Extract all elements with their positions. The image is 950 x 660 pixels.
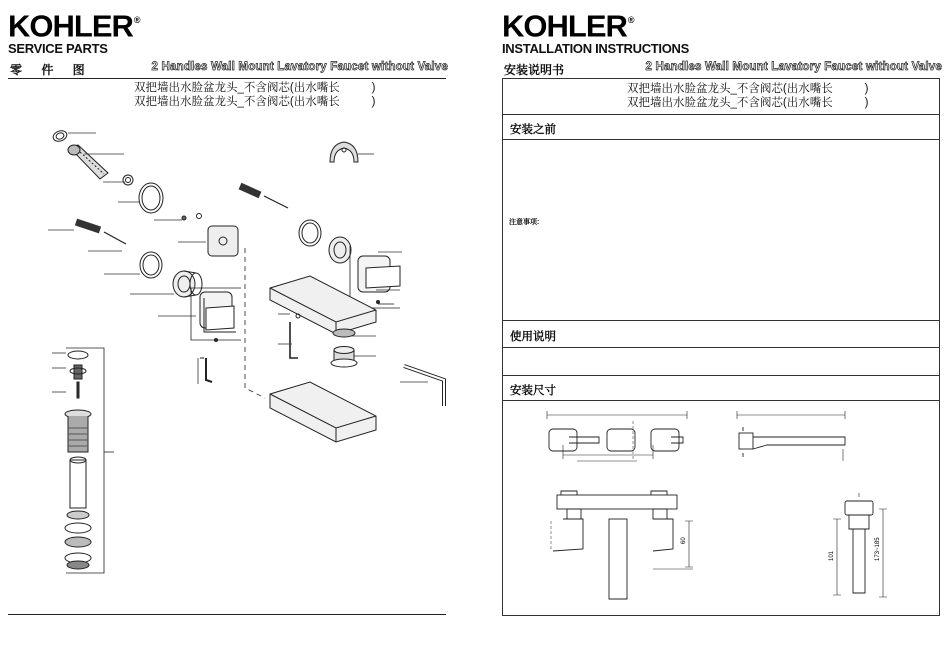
model-box [502, 78, 940, 115]
parts-title-en: 2 Handles Wall Mount Lavatory Faucet without Valve [151, 61, 448, 73]
before-install-title: 安装之前 [510, 124, 556, 136]
dimensions-header [502, 375, 940, 401]
flange-left [173, 271, 202, 297]
wall-clip [330, 142, 358, 162]
install-title-bar [502, 61, 942, 77]
dimensions-content [502, 400, 940, 616]
flange-right [329, 237, 351, 263]
square-plate-upper [208, 226, 238, 256]
dimension-drawings [503, 401, 939, 615]
page-bottom-rule [8, 614, 446, 615]
service-parts-heading: SERVICE PARTS [8, 41, 108, 56]
model-line-2: 双把墙出水脸盆龙头_不含阀芯(出水嘴长 ) [627, 97, 869, 109]
install-title-cn: 安装说明书 [504, 63, 565, 77]
spout-lower [270, 382, 376, 442]
dimensions-title: 安装尺寸 [510, 385, 556, 397]
aerator-housing [331, 347, 357, 368]
parts-title-cn: 零 件 图 [10, 63, 93, 77]
usage-content [502, 347, 940, 376]
usage-header [502, 320, 940, 348]
dim-label-drain-range: 173~185 [875, 537, 881, 561]
notes-label: 注意事项: [509, 219, 540, 226]
handle-assembly-right [358, 256, 400, 304]
threaded-rod-right [240, 186, 288, 208]
dim-label-height: 60 [681, 537, 687, 544]
installation-heading: INSTALLATION INSTRUCTIONS [502, 41, 690, 56]
parts-title-bar [8, 61, 448, 77]
threaded-rod-left [76, 222, 126, 244]
model-line-2: 双把墙出水脸盆龙头_不含阀芯(出水嘴长 ) [134, 96, 376, 108]
elevation-view [551, 491, 693, 599]
model-line-1: 双把墙出水脸盆龙头_不含阀芯(出水嘴长 ) [134, 82, 376, 94]
side-view [737, 411, 845, 461]
kohler-logo: KOHLER® [8, 8, 140, 44]
model-line-1: 双把墙出水脸盆龙头_不含阀芯(出水嘴长 ) [627, 83, 869, 95]
before-install-content [502, 139, 940, 321]
exploded-parts-diagram [8, 118, 448, 608]
model-description [627, 82, 869, 110]
handle-assembly-left [200, 292, 236, 342]
front-view [547, 411, 687, 461]
install-title-en: 2 Handles Wall Mount Lavatory Faucet without Valve [645, 61, 942, 73]
dim-label-drain-depth: 101 [829, 550, 835, 561]
title-rule [8, 78, 446, 79]
model-description [134, 81, 376, 109]
usage-title: 使用说明 [510, 331, 556, 343]
kohler-logo: KOHLER® [502, 8, 634, 44]
before-install-header [502, 114, 940, 140]
drain-assembly [65, 351, 91, 569]
